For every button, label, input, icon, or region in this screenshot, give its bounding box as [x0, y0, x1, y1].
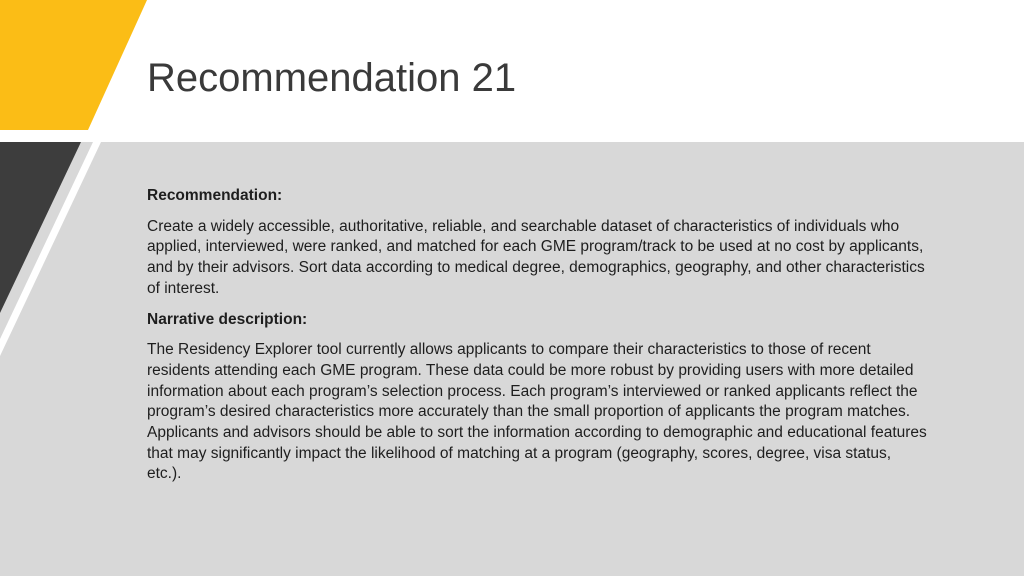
recommendation-text: Create a widely accessible, authoritative, reliable, and searchable dataset of characteristics of individuals who applied, interviewed, were ranked, and matched for each GME program/track to be used at no cost by applicants, and by their advisors. Sort data according to medical degree, demographics, geography, and other characteristics of interest.	[147, 217, 925, 297]
recommendation-heading: Recommendation:	[147, 187, 283, 204]
narrative-text: The Residency Explorer tool currently allows applicants to compare their characteristics to those of recent residents attending each GME program. These data could be more robust by providing users with more detailed information about each program’s selection process. Each program’s interviewed or ranked applicants reflect the program’s desired characteristics more accurately than the small proportion of applicants the program matches. Applicants and advisors should be able to sort the information according to demographic and educational features that may significantly impact the likelihood of matching at a program (geography, scores, degree, visa status, etc.).	[147, 341, 927, 483]
narrative-heading: Narrative description:	[147, 310, 308, 328]
slide-body	[147, 186, 927, 495]
slide-title: Recommendation 21	[147, 56, 517, 100]
